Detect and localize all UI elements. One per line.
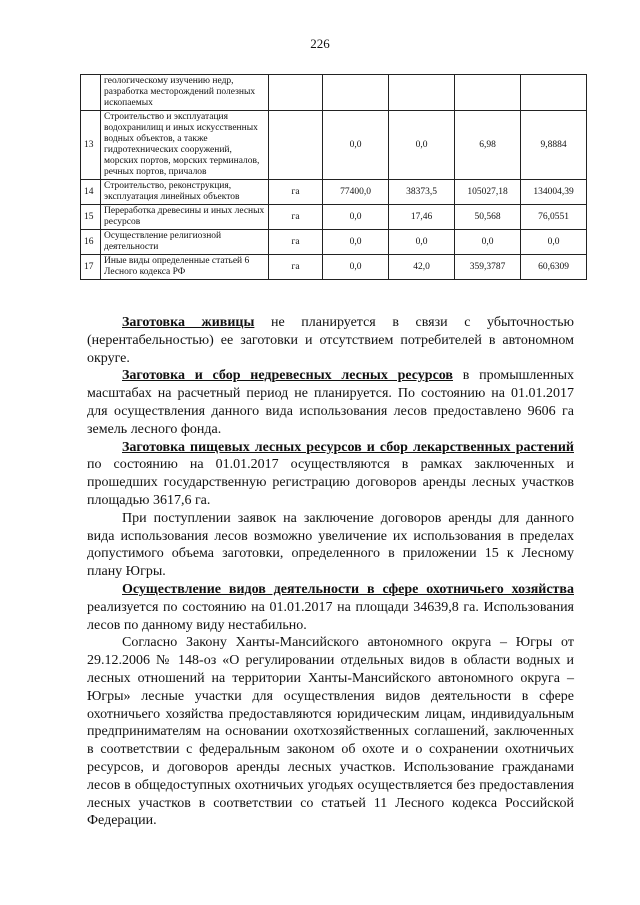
- table-cell-v2: 42,0: [389, 255, 455, 280]
- table-cell-v3: 0,0: [455, 230, 521, 255]
- paragraph: [87, 314, 574, 367]
- table-row: [81, 205, 587, 230]
- table-cell-v1: 0,0: [323, 230, 389, 255]
- table-cell-unit: га: [269, 230, 323, 255]
- table-cell-v1: 0,0: [323, 111, 389, 180]
- table-cell-name: геологическому изучению недр, разработка месторождений полезных ископаемых: [101, 75, 269, 111]
- table-cell-name: Строительство, реконструкция, эксплуатация линейных объектов: [101, 180, 269, 205]
- table-cell-unit: [269, 111, 323, 180]
- paragraph: [87, 634, 574, 830]
- table-cell-num: 13: [81, 111, 101, 180]
- table-cell-v1: 0,0: [323, 255, 389, 280]
- table-cell-name: Иные виды определенные статьей 6 Лесного кодекса РФ: [101, 255, 269, 280]
- paragraph: [87, 367, 574, 438]
- forest-use-table: [80, 74, 587, 280]
- page-number: 226: [310, 36, 330, 51]
- paragraph: [87, 581, 574, 634]
- table-cell-v3: 359,3787: [455, 255, 521, 280]
- table-cell-v3: 105027,18: [455, 180, 521, 205]
- table-cell-v1: 0,0: [323, 205, 389, 230]
- table-cell-v4: 134004,39: [521, 180, 587, 205]
- table-cell-unit: га: [269, 205, 323, 230]
- paragraph-text: Согласно Закону Ханты-Мансийского автономного округа – Югры от 29.12.2006 № 148-оз «О регулировании отдельных видов в области водных и лесных отношений на территории Ханты-Мансийского автономного округа – Югры» лесные участки для осуществления видов деятельности в сфере охотничьего хозяйства предоставляются юридическим лицам, индивидуальным предпринимателям на основании охотхозяйственных соглашений, заключенных в соответствии с федеральным законом об охоте и о сохранении охотничьих ресурсов, и договоров аренды лесных участков. Использование гражданами лесов в общедоступных охотничьих угодьях осуществляется без предоставления лесных участков в соответствии со статьей 11 Лесного кодекса Российской Федерации.: [87, 635, 574, 829]
- paragraph-heading: Заготовка живицы: [122, 315, 255, 330]
- table-cell-v3: [455, 75, 521, 111]
- table-cell-num: [81, 75, 101, 111]
- table-cell-num: 16: [81, 230, 101, 255]
- table-row: [81, 180, 587, 205]
- table-row: [81, 111, 587, 180]
- paragraph-text: по состоянию на 01.01.2017 осуществляются в рамках заключенных и прошедших государственную регистрацию договоров аренды лесных участков площадью 3617,6 га.: [87, 457, 574, 508]
- table-cell-num: 14: [81, 180, 101, 205]
- table-cell-num: 17: [81, 255, 101, 280]
- table-cell-v2: 0,0: [389, 230, 455, 255]
- paragraph-heading: Осуществление видов деятельности в сфере охотничьего хозяйства: [122, 581, 574, 597]
- paragraph-text: не планируется в связи с убыточностью (нерентабельностью) ее заготовки и отсутствием потребителей в автономном округе.: [87, 315, 574, 366]
- table-cell-v4: 0,0: [521, 230, 587, 255]
- table-cell-v4: 76,0551: [521, 205, 587, 230]
- table-row: [81, 230, 587, 255]
- table-cell-unit: га: [269, 255, 323, 280]
- table-cell-unit: [269, 75, 323, 111]
- table-cell-v2: 0,0: [389, 111, 455, 180]
- table-cell-v3: 50,568: [455, 205, 521, 230]
- table-cell-unit: га: [269, 180, 323, 205]
- paragraph-text: При поступлении заявок на заключение договоров аренды для данного вида использования лесов возможно увеличение их использования в пределах допустимого объема заготовки, определенного в приложении 15 к Лесному плану Югры.: [87, 510, 574, 580]
- paragraph-heading: Заготовка и сбор недревесных лесных ресурсов: [122, 368, 453, 384]
- table-cell-v2: 17,46: [389, 205, 455, 230]
- table-cell-v4: [521, 75, 587, 111]
- table-row: [81, 75, 587, 111]
- table-cell-v1: [323, 75, 389, 111]
- table-cell-v2: [389, 75, 455, 111]
- table-cell-v2: 38373,5: [389, 180, 455, 205]
- table-cell-v1: 77400,0: [323, 180, 389, 205]
- paragraph: [87, 439, 574, 510]
- table-body: [81, 75, 587, 280]
- body-text: [87, 314, 574, 830]
- table-cell-num: 15: [81, 205, 101, 230]
- table-cell-v3: 6,98: [455, 111, 521, 180]
- table-row: [81, 255, 587, 280]
- table-cell-v4: 60,6309: [521, 255, 587, 280]
- paragraph: [87, 510, 574, 581]
- table-cell-name: Строительство и эксплуатация водохранилищ и иных искусственных водных объектов, а также гидротехнических сооружений, морских портов, морских терминалов, речных портов, причалов: [101, 111, 269, 180]
- paragraph-text: реализуется по состоянию на 01.01.2017 на площади 34639,8 га. Использования лесов по данному виду нестабильно.: [87, 599, 574, 633]
- table-cell-name: Осуществление религиозной деятельности: [101, 230, 269, 255]
- table-cell-v4: 9,8884: [521, 111, 587, 180]
- table-cell-name: Переработка древесины и иных лесных ресурсов: [101, 205, 269, 230]
- paragraph-text: в промышленных масштабах на расчетный период не планируется. По состоянию на 01.01.2017 для осуществления данного вида использования лесов предоставлено 9606 га земель лесного фонда.: [87, 368, 574, 437]
- paragraph-heading: Заготовка пищевых лесных ресурсов и сбор лекарственных растений: [122, 439, 574, 455]
